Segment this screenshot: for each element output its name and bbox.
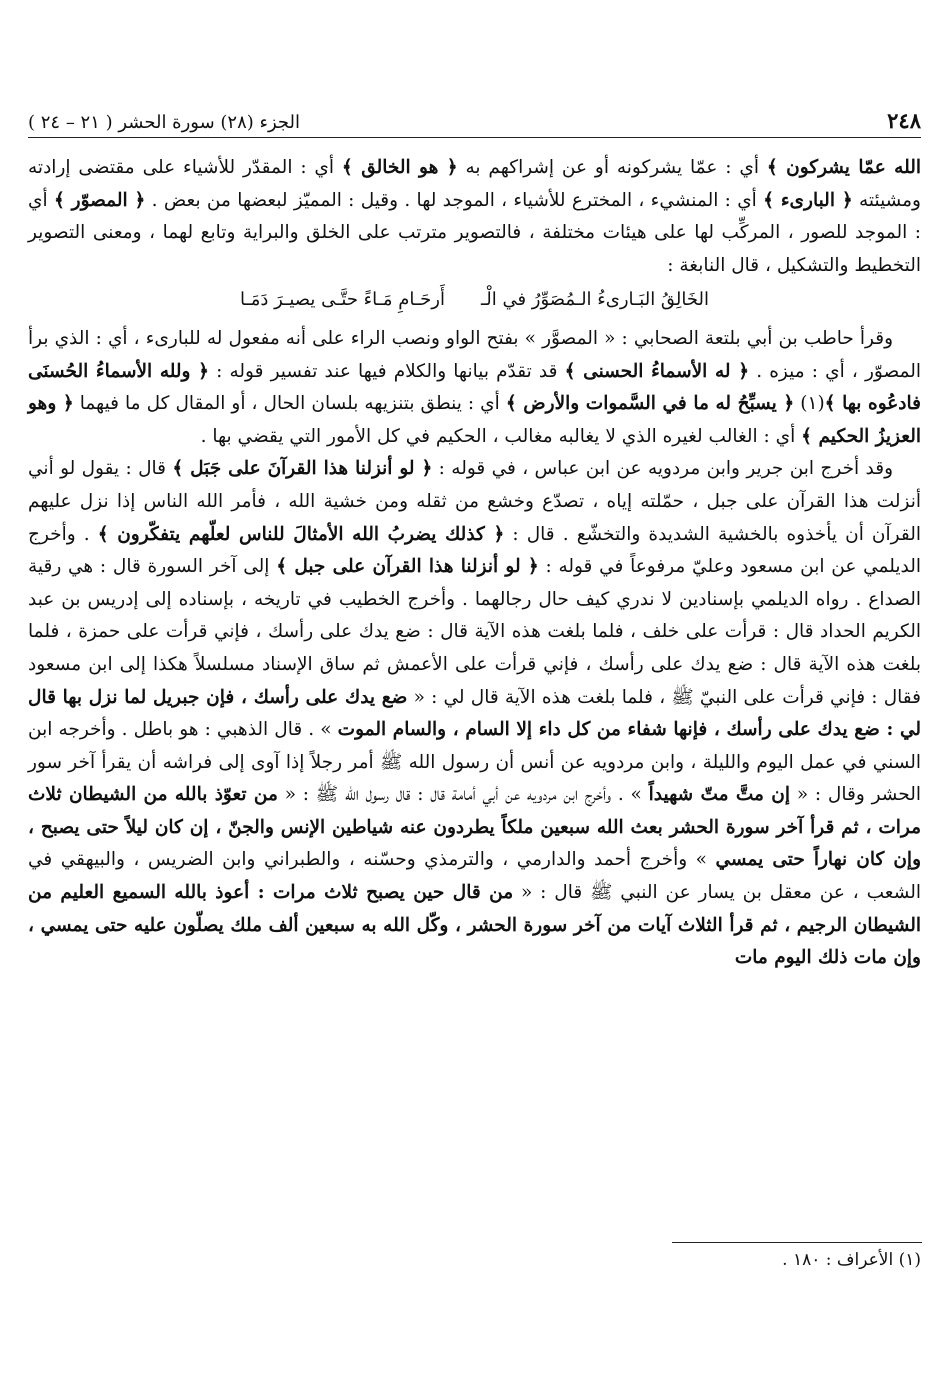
p3-segment: » . قال الذهبي : هو باطل . وأخرجه ابن السني في عمل اليوم والليلة ، وابن مردويه عن أنس أن رسول الله ﷺ أمر رجلاً إذا آوى إلى فراشه أن يقرأ آخر سور الحشر وقال : « (28, 719, 922, 806)
p3-segment: ضع يدك على رأسك ، فإن جبريل لما نزل بها قال لي : ضع يدك على رأسك ، فإنها شفاء من كل داء إلا السام ، والسام الموت (28, 686, 922, 741)
p3-segment: قال : يقول لو أني أنزلت هذا القرآن على جبل ، حمّلته إياه ، تصدّع وخشع من ثقله ومن خشية الله ، فأمر الله الناس إذا نزل عليهم القرآن أن يأخذوه بالخشية الشديدة والتخشّع . قال : (28, 458, 921, 545)
p3-segment: » وأخرج أحمد والدارمي ، والترمذي وحسّنه ، والطبراني وابن الضريس ، والبيهقي في الشعب ، عن معقل بن يسار عن النبي ﷺ قال : « (28, 849, 921, 904)
page-header (28, 102, 921, 138)
footnote: (١) الأعراف : ١٨٠ . (782, 1250, 921, 1270)
p3-segment: » . وأخرج ابن مردويه عن أبي أمامة قال : قال رسول الله ﷺ : « (277, 784, 649, 806)
running-head: الجزء (٢٨) سورة الحشر ( ٢١ – ٢٤ ) (28, 112, 301, 133)
p2-segment: أي : الغالب لغيره الذي لا يغالبه مغالب ، الحكيم في كل الأمور التي يقضي بها . (200, 425, 802, 447)
paragraph-1 (28, 152, 921, 282)
poetry-verse (28, 284, 921, 317)
page-number: ٢٤٨ (887, 108, 921, 133)
p2-segment: ﴿ ولله الأسماءُ الحُسنَى فادعُوه بها ﴾ (28, 360, 922, 415)
p3-segment: ﴿ كذلك يضربُ الله الأمثالَ للناس لعلّهم يتفكّرون ﴾ (97, 523, 505, 545)
p2-segment: وقرأ حاطب بن أبي بلتعة الصحابي : « المصوَّر » بفتح الواو ونصب الراء على أنه مفعول له للبارىء ، أي : الذي برأ المصوّر ، أي : ميزه . (28, 327, 921, 382)
p1-segment: أي : المقدّر للأشياء على مقتضى إرادته ومشيئته (28, 157, 921, 211)
p3-segment: ﴿ لو أنزلنا هذا القرآن على جبل ﴾ (276, 556, 539, 578)
p1-segment: أي : عمّا يشركونه أو عن إشراكهم به (457, 157, 767, 178)
paragraph-2 (28, 323, 921, 453)
p3-segment: إن متَّ متّ شهيداً (648, 784, 791, 806)
p3-segment: ﴿ لو أنزلنا هذا القرآنَ على جَبَل ﴾ (172, 458, 433, 480)
p3-segment: من قال حين يصبح ثلاث مرات : أعوذ بالله السميع العليم من الشيطان الرجيم ، ثم قرأ الثلاث آيات من آخر سورة الحشر ، وكّل الله به سبعين ألف ملك يصلّون عليه حتى يمسي ، وإن مات ذلك اليوم مات (28, 882, 921, 969)
p2-segment: أي : ينطق بتنزيهه بلسان الحال ، أو المقال كل ما فيهما (73, 393, 506, 415)
p2-segment: ﴿ وهو العزيزُ الحكيم ﴾ (28, 393, 921, 447)
p3-segment: إلى آخر السورة قال : هي رقية الصداع . رواه الديلمي بإسنادين لا ندري كيف حال رجالهما . وأخرج الخطيب في تاريخه ، بإسناده إلى إدريس بن عبد الكريم الحداد قال : قرأت على خلف ، فلما بلغت هذه الآية قال : ضع يدك على رأسك ، فإني قرأت على حمزة ، فلما بلغت هذه الآية قال : ضع يدك على رأسك ، فإني قرأت على الأعمش ثم ساق الإسناد مسلسلاً هكذا إلى ابن مسعود فقال : فإني قرأت على النبيّ ﷺ ، فلما بلغت هذه الآية قال لي : « (28, 556, 922, 708)
verse-second-hemistich: أَرحَـامِ مَـاءً حتَّـى يصيـرَ دَمَـا (240, 289, 445, 311)
paragraph-3 (28, 453, 921, 975)
p1-segment: ﴿ المصوّر ﴾ (53, 189, 146, 211)
verse-first-hemistich: الخَالِقُ البَـارىءُ الـمُصَوِّرُ في الْـ (480, 289, 710, 311)
p1-segment: ﴿ هو الخالق ﴾ (341, 157, 458, 178)
p3-segment: وقد أخرج ابن جرير وابن مردويه عن ابن عباس ، في قوله : (432, 458, 894, 480)
p2-segment: قد تقدّم بيانها والكلام فيها عند تفسير قوله : (209, 360, 565, 382)
p2-segment: (١) (794, 393, 825, 415)
p1-segment: الله عمّا يشركون ﴾ (766, 157, 921, 178)
p2-segment: ﴿ يسبِّحُ له ما في السَّموات والأرض ﴾ (505, 393, 795, 415)
footnote-divider (672, 1242, 922, 1243)
p1-segment: أي : الموجد للصور ، المركِّب لها على هيئات مختلفة ، فالتصوير مترتب على الخلق والبراية وتابع لهما ، ومعنى التصوير التخطيط والتشكيل ، قال النابغة : (28, 189, 921, 276)
p1-segment: أي : المنشيء ، المخترع للأشياء ، الموجد لها . وقيل : المميّز لبعضها من بعض . (145, 189, 764, 211)
p1-segment: ﴿ البارىء ﴾ (763, 189, 853, 211)
main-text (28, 152, 921, 975)
p3-segment: من تعوّذ بالله من الشيطان ثلاث مرات ، ثم قرأ آخر سورة الحشر بعث الله سبعين ملكاً يطردون عنه شياطين الإنس والجنّ ، إن كان ليلاً حتى يصبح ، وإن كان نهاراً حتى يمسي (28, 784, 921, 871)
p2-segment: ﴿ له الأسماءُ الحسنى ﴾ (564, 360, 750, 382)
p3-segment: . وأخرج الديلمي عن ابن مسعود وعليّ مرفوعاً في قوله : (28, 523, 921, 578)
